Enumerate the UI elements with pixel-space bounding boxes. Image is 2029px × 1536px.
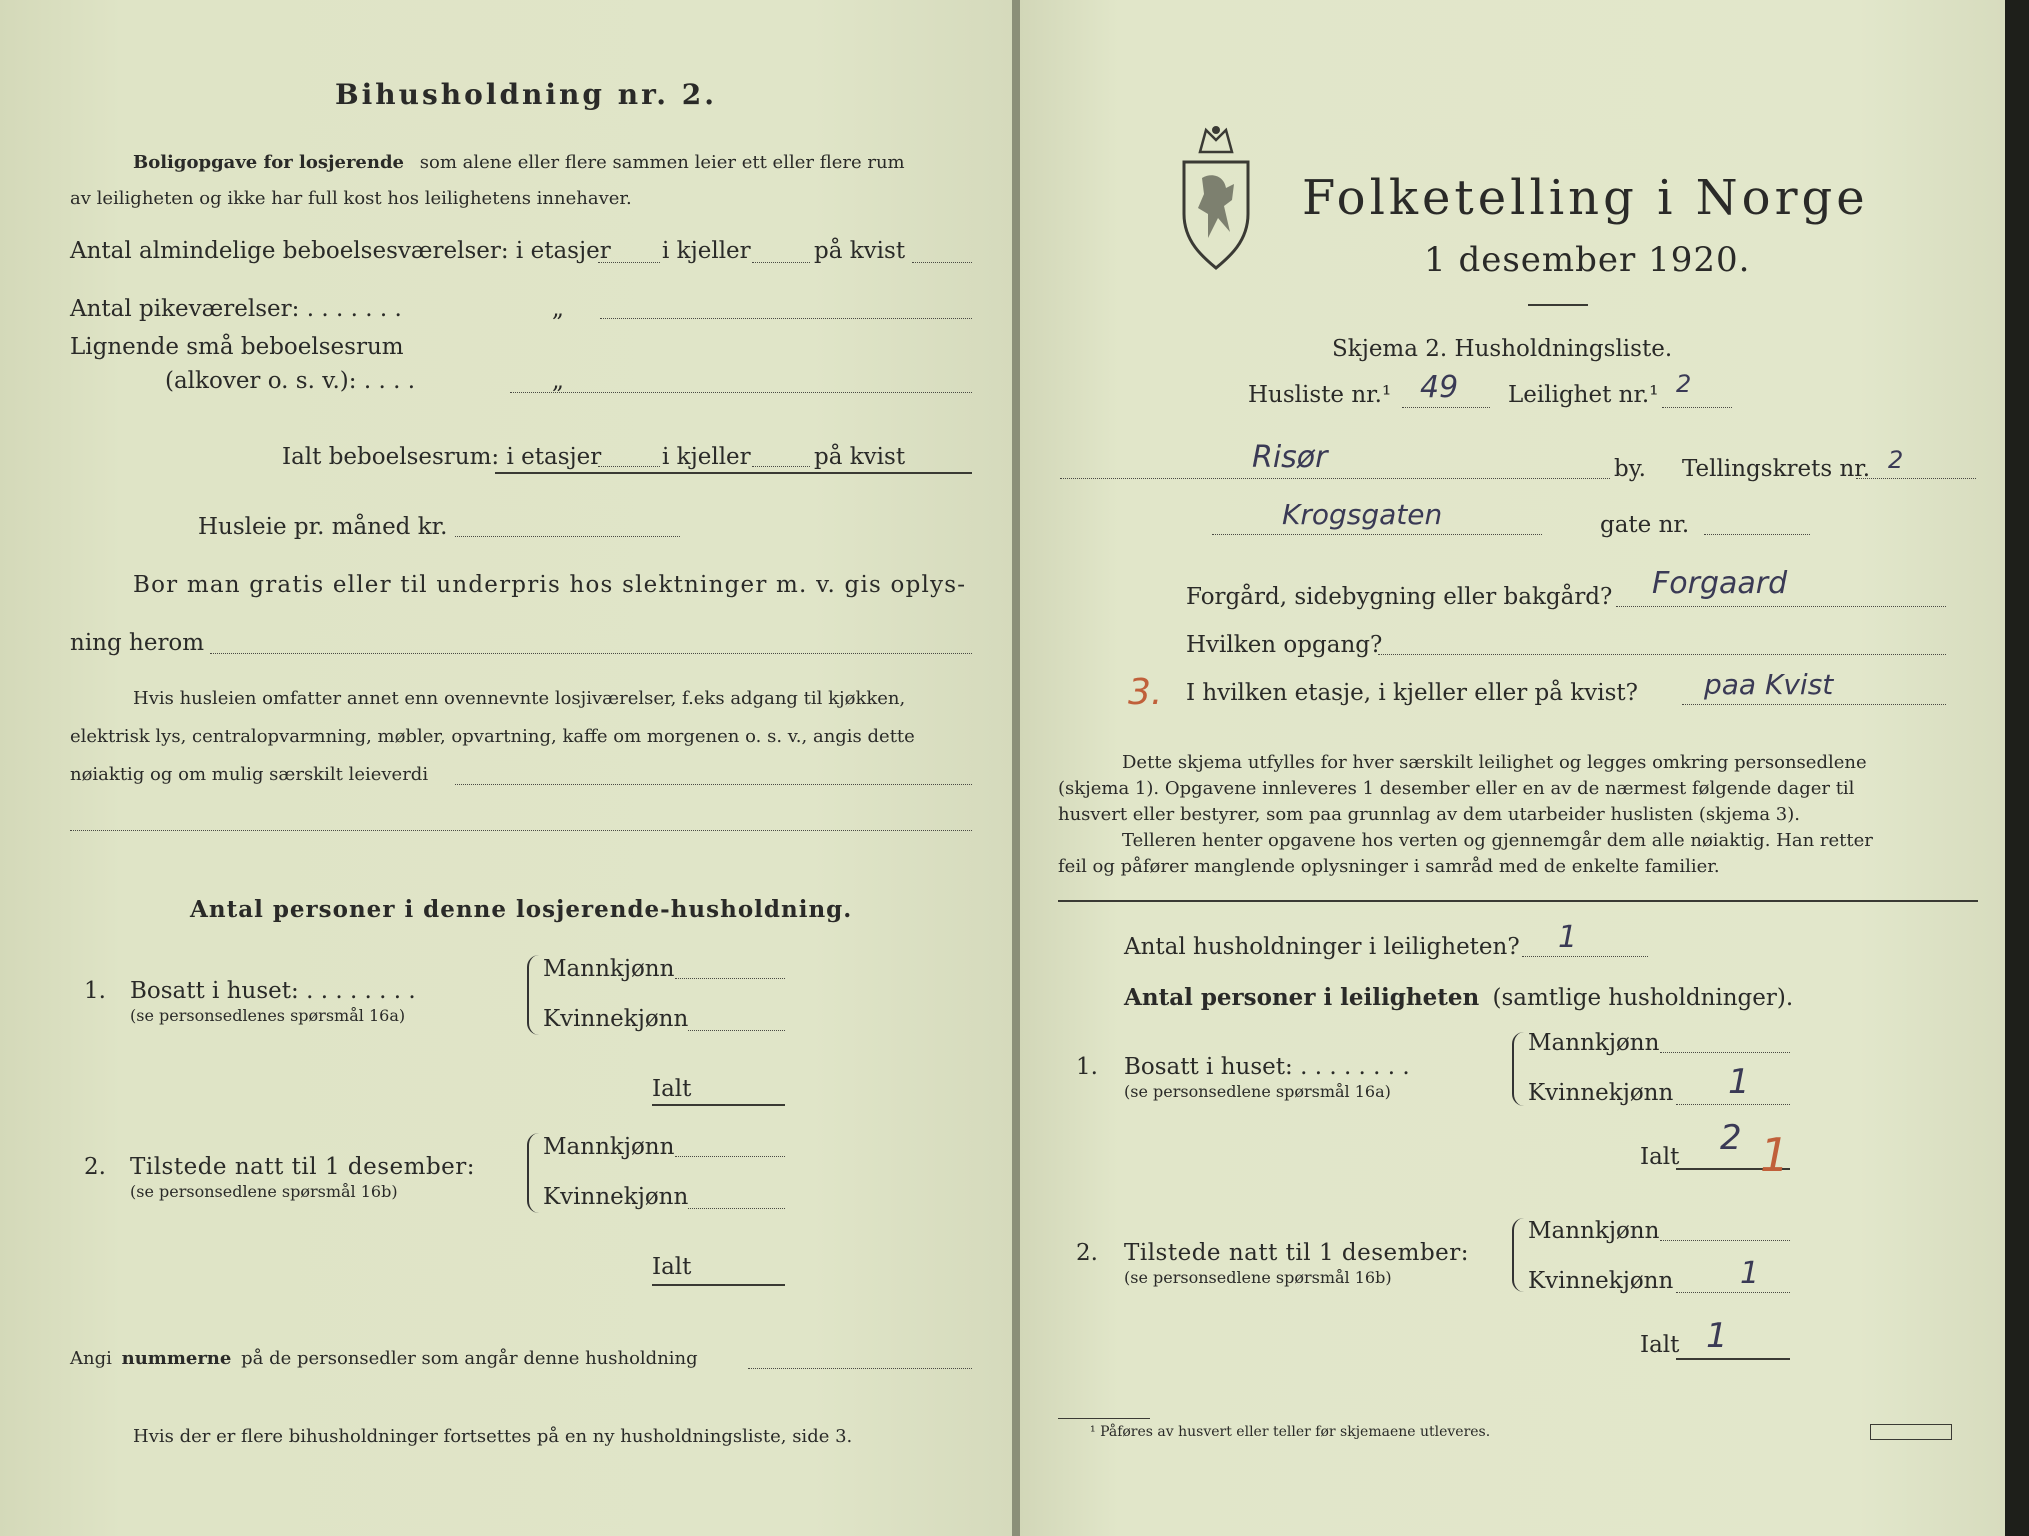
households-field[interactable] — [1522, 956, 1648, 957]
q1-male-field[interactable] — [675, 978, 785, 979]
total-rooms-underline — [495, 472, 972, 474]
bihusholdning-title: Bihusholdning nr. 2. — [335, 78, 717, 111]
q1-number: 1. — [1076, 1054, 1098, 1080]
q2-total-field[interactable] — [1676, 1358, 1790, 1360]
instructions-divider — [1058, 900, 1978, 902]
persons-heading-rest: (samtlige husholdninger). — [1492, 985, 1794, 1011]
includes-line-3: nøiaktig og om mulig særskilt leieverdi — [70, 764, 429, 785]
q2-female-field[interactable] — [688, 1208, 785, 1209]
instructions-line-4: Telleren henter opgavene hos verten og gjennemgår dem alle nøiaktig. Han retter — [1122, 830, 1873, 851]
rooms-attic-label: på kvist — [814, 238, 906, 264]
floor-value: paa Kvist — [1704, 668, 1834, 701]
intro-rest-2: av leiligheten og ikke har full kost hos leilighetens innehaver. — [70, 188, 632, 209]
rent-field[interactable] — [455, 536, 680, 537]
schema-label: Skjema 2. Husholdningsliste. — [1332, 336, 1673, 362]
instructions-line-5: feil og påfører manglende oplysninger i samråd med de enkelte familier. — [1058, 856, 1720, 877]
q2-label: Tilstede natt til 1 desember: — [130, 1154, 476, 1180]
footnote: ¹ Påføres av husvert eller teller før skjemaene utleveres. — [1090, 1424, 1491, 1440]
main-title: Folketelling i Norge — [1302, 170, 1869, 226]
includes-field[interactable] — [455, 784, 972, 785]
q2-female-field[interactable] — [1676, 1292, 1790, 1293]
includes-line-2: elektrisk lys, centralopvarmning, møbler, opvartning, kaffe om morgenen o. s. v., angis dette — [70, 726, 915, 747]
instructions-line-1: Dette skjema utfylles for hver særskilt leilighet og legges omkring personsedlene — [1122, 752, 1867, 773]
q1-sub: (se personsedlenes spørsmål 16a) — [130, 1006, 406, 1025]
floor-label: I hvilken etasje, i kjeller eller på kvist? — [1186, 680, 1638, 706]
maid-rooms-field[interactable] — [600, 318, 972, 319]
q1-female-label: Kvinnekjønn — [543, 1006, 689, 1032]
instructions-line-3: husvert eller bestyrer, som paa grunnlag av dem utarbeider huslisten (skjema 3). — [1058, 804, 1800, 825]
rooms-floor-field[interactable] — [598, 262, 660, 263]
small-rooms-label-2: (alkover o. s. v.): . . . . — [165, 368, 416, 394]
q2-female-label: Kvinnekjønn — [1528, 1268, 1674, 1294]
total-floor-field[interactable] — [598, 466, 660, 467]
q1-brace — [527, 955, 539, 1035]
q1-male-label: Mannkjønn — [543, 956, 675, 982]
q1-total-label: Ialt — [1640, 1144, 1680, 1170]
q1-label: Bosatt i huset: . . . . . . . . — [130, 978, 416, 1004]
footnote-divider — [1058, 1418, 1150, 1419]
q1-brace — [1512, 1032, 1524, 1106]
gratis-line-2: ning herom — [70, 630, 205, 656]
title-divider — [1528, 304, 1588, 306]
floor-field[interactable] — [1682, 704, 1946, 705]
q2-total-label: Ialt — [1640, 1332, 1680, 1358]
coat-of-arms-icon — [1178, 122, 1254, 272]
street-value: Krogsgaten — [1282, 498, 1443, 531]
total-cellar-field[interactable] — [752, 466, 810, 467]
q2-total-value: 1 — [1706, 1316, 1728, 1356]
q1-total-label: Ialt — [652, 1076, 692, 1102]
rooms-attic-field[interactable] — [912, 262, 972, 263]
krets-field[interactable] — [1856, 478, 1976, 479]
continue-note: Hvis der er flere bihusholdninger fortsettes på en ny husholdningsliste, side 3. — [133, 1426, 853, 1447]
instructions-line-2: (skjema 1). Opgavene innleveres 1 desember eller en av de nærmest følgende dager til — [1058, 778, 1855, 799]
entrance-field[interactable] — [1378, 654, 1946, 655]
q2-brace — [1512, 1218, 1524, 1292]
households-label: Antal husholdninger i leiligheten? — [1124, 934, 1520, 960]
rent-label: Husleie pr. måned kr. — [198, 514, 448, 540]
gratis-line-1: Bor man gratis eller til underpris hos slektninger m. v. gis oplys- — [133, 572, 967, 598]
persons-heading-bold: Antal personer i leiligheten — [1124, 984, 1480, 1011]
husliste-field[interactable] — [1402, 407, 1490, 408]
q2-sub: (se personsedlene spørsmål 16b) — [1124, 1268, 1392, 1287]
printer-stamp-icon — [1870, 1424, 1952, 1440]
krets-label: Tellingskrets nr. — [1682, 456, 1871, 482]
rooms-cellar-label: i kjeller — [662, 238, 751, 264]
entrance-label: Hvilken opgang? — [1186, 632, 1383, 658]
households-value: 1 — [1558, 920, 1578, 955]
includes-field-2[interactable] — [70, 830, 972, 831]
numbers-label-b: nummerne — [121, 1348, 232, 1369]
q2-label: Tilstede natt til 1 desember: — [1124, 1240, 1470, 1266]
floor-margin-mark: 3. — [1128, 672, 1163, 713]
total-cellar-label: i kjeller — [662, 444, 751, 470]
total-attic-label: på kvist — [814, 444, 906, 470]
husliste-value: 49 — [1420, 370, 1459, 405]
leilighet-value: 2 — [1676, 370, 1692, 398]
numbers-field[interactable] — [748, 1368, 972, 1369]
q2-number: 2. — [1076, 1240, 1098, 1266]
q1-total-value: 2 — [1720, 1118, 1742, 1158]
q2-male-field[interactable] — [675, 1156, 785, 1157]
krets-value: 2 — [1888, 446, 1904, 474]
q1-total-correction: 1 — [1760, 1128, 1790, 1182]
persons-heading: Antal personer i denne losjerende-husholdning. — [190, 896, 853, 923]
right-page — [1020, 0, 2005, 1536]
husliste-label: Husliste nr.¹ — [1248, 382, 1392, 408]
q1-female-field[interactable] — [688, 1030, 785, 1031]
q2-female-label: Kvinnekjønn — [543, 1184, 689, 1210]
ditto-mark: „ — [552, 368, 564, 394]
q1-sub: (se personsedlene spørsmål 16a) — [1124, 1082, 1391, 1101]
ditto-mark: „ — [552, 296, 564, 322]
maid-rooms-label: Antal pikeværelser: . . . . . . . — [70, 296, 402, 322]
gratis-field[interactable] — [210, 653, 972, 654]
gate-label: gate nr. — [1600, 512, 1690, 538]
q2-number: 2. — [84, 1154, 106, 1180]
q1-female-field[interactable] — [1676, 1104, 1790, 1105]
left-page — [0, 0, 1014, 1536]
q1-total-field[interactable] — [652, 1104, 785, 1106]
yard-label: Forgård, sidebygning eller bakgård? — [1186, 584, 1613, 610]
city-value: Risør — [1252, 440, 1328, 475]
q2-sub: (se personsedlene spørsmål 16b) — [130, 1182, 398, 1201]
q1-female-label: Kvinnekjønn — [1528, 1080, 1674, 1106]
q2-total-label: Ialt — [652, 1254, 692, 1280]
leilighet-field[interactable] — [1662, 407, 1732, 408]
q2-male-label: Mannkjønn — [1528, 1218, 1660, 1244]
q2-female-value: 1 — [1740, 1256, 1760, 1291]
q1-label: Bosatt i huset: . . . . . . . . — [1124, 1054, 1410, 1080]
intro-rest-1: som alene eller flere sammen leier ett eller flere rum — [419, 152, 905, 173]
rooms-label: Antal almindelige beboelsesværelser: i etasjer — [70, 238, 611, 264]
rooms-cellar-field[interactable] — [752, 262, 810, 263]
total-rooms-label: Ialt beboelsesrum: i etasjer — [282, 444, 602, 470]
street-field[interactable] — [1212, 534, 1542, 535]
city-field[interactable] — [1060, 478, 1610, 479]
leilighet-label: Leilighet nr.¹ — [1508, 382, 1659, 408]
numbers-label-a: Angi — [70, 1348, 112, 1369]
census-date: 1 desember 1920. — [1424, 240, 1751, 280]
q2-total-field[interactable] — [652, 1284, 785, 1286]
q2-male-field[interactable] — [1660, 1240, 1790, 1241]
q2-male-label: Mannkjønn — [543, 1134, 675, 1160]
intro-bold: Boligopgave for losjerende — [133, 152, 405, 173]
numbers-label-c: på de personsedler som angår denne husholdning — [241, 1348, 698, 1369]
includes-line-1: Hvis husleien omfatter annet enn ovennevnte losjiværelser, f.eks adgang til kjøkken, — [133, 688, 906, 709]
yard-field[interactable] — [1616, 606, 1946, 607]
q1-male-label: Mannkjønn — [1528, 1030, 1660, 1056]
yard-value: Forgaard — [1652, 566, 1788, 601]
q1-female-value: 1 — [1728, 1062, 1750, 1102]
small-rooms-field[interactable] — [510, 392, 972, 393]
small-rooms-label-1: Lignende små beboelsesrum — [70, 334, 404, 360]
q2-brace — [527, 1133, 539, 1213]
gate-number-field[interactable] — [1704, 534, 1810, 535]
q1-number: 1. — [84, 978, 106, 1004]
city-suffix: by. — [1614, 456, 1646, 482]
q1-male-field[interactable] — [1660, 1052, 1790, 1053]
